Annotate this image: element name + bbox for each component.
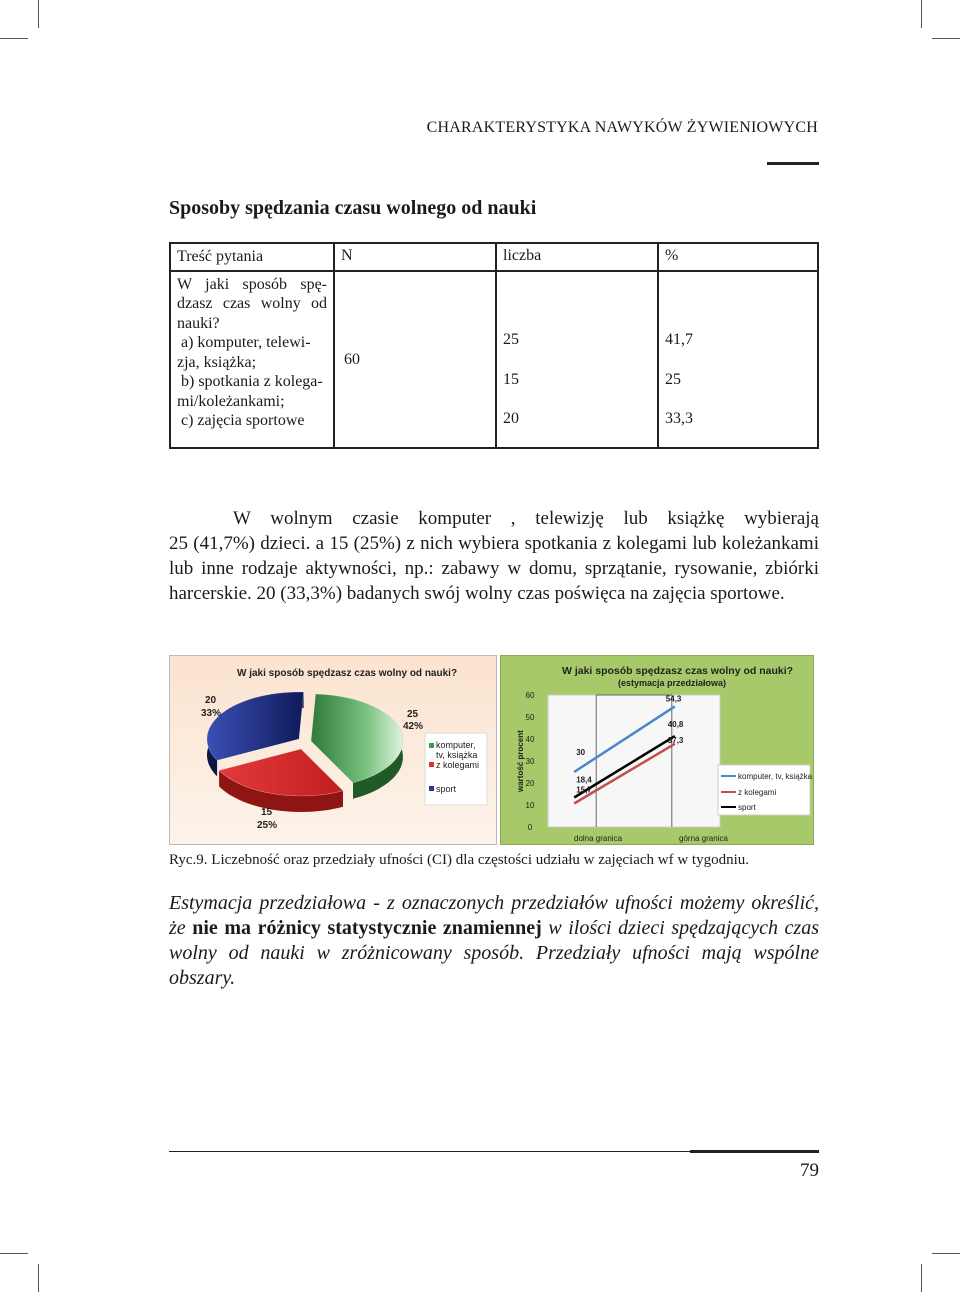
- question-line: zja, książka;: [177, 353, 257, 371]
- question-line: c) zajęcia sportowe: [177, 412, 305, 429]
- percent-value: 33,3: [665, 409, 693, 427]
- question-line: a) komputer, telewi-: [177, 334, 311, 351]
- crop-mark: [38, 0, 39, 28]
- y-tick-label: 60: [525, 691, 535, 700]
- y-tick-label: 40: [525, 735, 535, 744]
- crop-mark: [932, 38, 960, 39]
- n-value: 60: [344, 350, 360, 368]
- count-value: 20: [503, 409, 519, 427]
- data-label: 15,7: [576, 785, 592, 795]
- y-tick-label: 20: [525, 779, 535, 788]
- pie-title: W jaki sposób spędzasz czas wolny od nauki?: [237, 668, 458, 679]
- paragraph-1-line1: W wolnym czasie komputer , telewizję lub książkę wybierają: [233, 508, 819, 529]
- pie-legend-label: sport: [436, 784, 457, 794]
- paragraph-2-part1: Estymacja przedziałowa - z oznaczonych przedziałów ufności możemy określić, że: [169, 892, 819, 939]
- header-cell: %: [658, 243, 818, 271]
- line-legend-label: sport: [738, 803, 756, 812]
- table-row: [170, 271, 818, 448]
- percent-value: 41,7: [665, 330, 693, 348]
- pie-legend-label: tv, książka: [436, 750, 478, 760]
- paragraph-2: [169, 891, 819, 991]
- paragraph-2-bold: nie ma różnicy statystycznie znamiennej: [192, 917, 542, 939]
- count-cell: [496, 271, 658, 448]
- figure-caption: Ryc.9. Liczebność oraz przedziały ufności (CI) dla częstości udziału w zajęciach wf w tygodniu.: [169, 852, 750, 868]
- crop-mark: [0, 38, 28, 39]
- crop-mark: [932, 1253, 960, 1254]
- question-line: nauki?: [177, 314, 220, 332]
- y-tick-label: 10: [525, 801, 535, 810]
- pie-label-percent: 33%: [201, 708, 222, 719]
- line-legend-label: komputer, tv, książka: [738, 772, 813, 781]
- footer-rule-accent: [690, 1150, 819, 1153]
- line-legend-label: z kolegami: [738, 788, 777, 797]
- page-number: 79: [800, 1160, 819, 1181]
- question-line: dzasz czas wolny od: [177, 295, 327, 312]
- question-cell: [170, 271, 334, 448]
- line-subtitle: (estymacja przedziałowa): [618, 678, 727, 688]
- x-tick-label: dolna granica: [574, 834, 623, 843]
- pie-chart: [169, 655, 497, 845]
- pie-label-count: 15: [261, 807, 273, 818]
- question-line: b) spotkania z kolega-: [177, 373, 323, 390]
- legend-swatch: [429, 743, 434, 748]
- question-line: mi/koleżankami;: [177, 392, 285, 410]
- pie-label-count: 25: [407, 709, 419, 720]
- data-label: 30: [576, 748, 586, 757]
- percent-cell: [658, 271, 818, 448]
- y-tick-label: 30: [525, 757, 535, 766]
- count-value: 15: [503, 370, 519, 388]
- pie-label-count: 20: [205, 695, 217, 706]
- crop-mark: [921, 1264, 922, 1292]
- y-tick-label: 50: [525, 713, 535, 722]
- count-value: 25: [503, 330, 519, 348]
- legend-swatch: [429, 762, 434, 767]
- data-label: 54,3: [665, 694, 682, 704]
- paragraph-1-body: 25 (41,7%) dzieci. a 15 (25%) z nich wybiera spotkania z kolegami lub koleżankami lub inne rodzaje aktywności, np.: zabawy w domu, sprzątanie, rysowanie, zbiórki harcerskie. 20 (33,3%) badanych swój wolny czas poświęca na zajęcia sportowe.: [169, 533, 819, 604]
- data-label: 18,4: [576, 775, 592, 785]
- n-cell: [334, 271, 496, 448]
- line-chart: [500, 655, 814, 845]
- crop-mark: [38, 1264, 39, 1292]
- running-title: CHARAKTERYSTYKA NAWYKÓW ŻYWIENIOWYCH: [426, 119, 818, 136]
- percent-value: 25: [665, 370, 681, 388]
- data-label: 40,8: [667, 720, 684, 730]
- y-axis-label: wartość procent: [516, 730, 525, 792]
- y-tick-label: 0: [527, 823, 533, 832]
- x-tick-label: górna granica: [679, 834, 728, 843]
- data-label: 37,3: [667, 735, 684, 745]
- table-header-row: [170, 243, 818, 271]
- line-title: W jaki sposób spędzasz czas wolny od nauki?: [562, 665, 794, 677]
- paragraph-2-part2: w ilości dzieci spędzających czas wolny od nauki w zróżnicowany sposób. Przedziały ufności mają wspólne obszary.: [169, 917, 819, 989]
- section-title: Sposoby spędzania czasu wolnego od nauki: [169, 197, 537, 219]
- header-cell: N: [334, 243, 496, 271]
- legend-swatch: [429, 786, 434, 791]
- pie-legend-label: komputer,: [436, 740, 476, 750]
- pie-legend-label: z kolegami: [436, 760, 480, 770]
- question-line: W jaki sposób spę-: [177, 275, 327, 293]
- header-cell: Treść pytania: [170, 243, 334, 271]
- pie-label-percent: 25%: [257, 820, 278, 831]
- header-cell: liczba: [496, 243, 658, 271]
- crop-mark: [921, 0, 922, 28]
- survey-table: [169, 242, 819, 449]
- pie-label-percent: 42%: [403, 721, 424, 732]
- crop-mark: [0, 1253, 28, 1254]
- paragraph-1: [169, 506, 819, 606]
- header-rule: [767, 162, 819, 165]
